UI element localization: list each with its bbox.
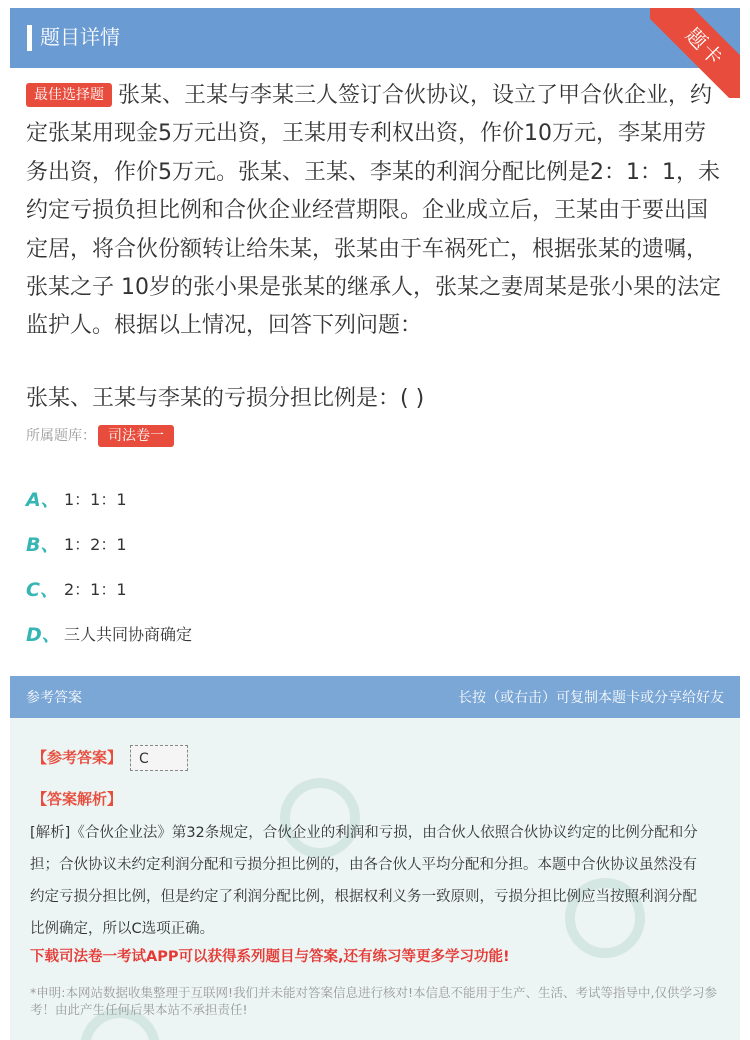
answer-panel [10, 718, 740, 1040]
option-a[interactable] [26, 476, 726, 521]
option-d[interactable] [26, 611, 726, 656]
option-letter: D、 [26, 624, 61, 646]
option-letter: C、 [26, 579, 59, 601]
options-list [26, 476, 726, 656]
explanation-label: 【答案解析】 [32, 790, 123, 808]
option-letter: B、 [26, 534, 60, 556]
option-text: 1：1：1 [64, 490, 127, 509]
option-text: 1：2：1 [64, 535, 127, 554]
ribbon-label: 题卡 [650, 8, 740, 98]
question-text: 张某、王某与李某三人签订合伙协议，设立了甲合伙企业，约定张某用现金5万元出资，王某用专利权出资，作价10万元，李某用劳务出资，作价5万元。张某、王某、李某的利润分配比例是2：1：1，未约定亏损负担比例和合伙企业经营期限。企业成立后，王某由于要出国定居，将合伙份额转让给朱某，张某由于车祸死亡，根据张某的遗嘱，张某之子 10岁的张小果是张某的继承人，张某之妻周某是张小果的法定监护人。根据以上情况，回答下列问题： [26, 83, 721, 339]
disclaimer: *申明:本网站数据收集整理于互联网!我们并未能对答案信息进行核对!本信息不能用于生产、生活、考试等指导中,仅供学习参考！由此产生任何后果本站不承担责任! [30, 985, 717, 1017]
reference-answer-value: C [130, 745, 188, 771]
option-c[interactable] [26, 566, 726, 611]
detail-header [10, 8, 740, 68]
question-bank [26, 425, 174, 447]
explanation-text: [解析]《合伙企业法》第32条规定，合伙企业的利润和亏损，由合伙人依照合伙协议约定的比例分配和分担；合伙协议未约定利润分配和亏损分担比例的，由各合伙人平均分配和分担。本题中合伙协议虽然没有约定亏损分担比例，但是约定了利润分配比例，根据权利义务一致原则，亏损分担比例应当按照利润分配比例确定，所以C选项正确。 [30, 825, 698, 937]
question-bank-label: 所属题库： [26, 428, 96, 444]
sub-question: 张某、王某与李某的亏损分担比例是：( ) [26, 386, 425, 411]
reference-answer-label: 【参考答案】 [32, 748, 123, 767]
page-title: 题目详情 [40, 25, 120, 49]
option-b[interactable] [26, 521, 726, 566]
option-letter: A、 [26, 489, 60, 511]
header-accent-bar [27, 25, 32, 51]
option-text: 三人共同协商确定 [64, 625, 193, 644]
question-type-badge: 最佳选择题 [26, 83, 112, 107]
answer-header-label: 参考答案 [26, 690, 82, 706]
question-bank-tag[interactable]: 司法卷一 [98, 425, 174, 447]
share-hint: 长按（或右击）可复制本题卡或分享给好友 [458, 690, 724, 706]
reference-answer [32, 745, 188, 771]
answer-header [10, 676, 740, 718]
option-text: 2：1：1 [64, 580, 127, 599]
app-promo-link[interactable]: 下载司法卷一考试APP可以获得系列题目与答案,还有练习等更多学习功能! [30, 949, 510, 965]
question-stem [26, 77, 726, 346]
